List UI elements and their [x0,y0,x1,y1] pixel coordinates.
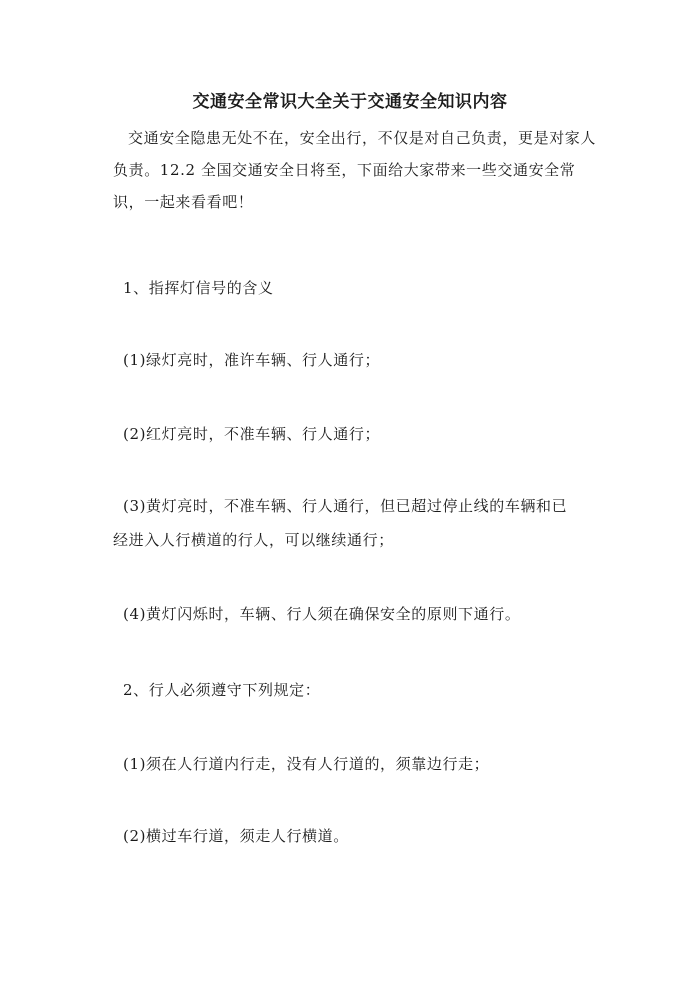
section-1-item-4: (4)黄灯闪烁时，车辆、行人须在确保安全的原则下通行。 [123,605,521,623]
intro-paragraph: 交通安全隐患无处不在，安全出行，不仅是对自己负责，更是对家人负责。12.2 全国交通安全日将至，下面给大家带来一些交通安全常识，一起来看看吧！ [113,129,597,211]
section-1-item-3: (3)黄灯亮时，不准车辆、行人通行，但已超过停止线的车辆和已 [123,497,568,515]
section-2-item-2: (2)横过车行道，须走人行横道。 [123,827,349,845]
section-2-heading: 2、行人必须遵守下列规定： [123,681,321,699]
section-1-item-1: (1)绿灯亮时，准许车辆、行人通行； [123,351,381,369]
section-1-item-3-continued: 经进入人行横道的行人，可以继续通行； [113,531,394,549]
document-title: 交通安全常识大全关于交通安全知识内容 [192,92,508,112]
section-1-heading: 1、指挥灯信号的含义 [123,279,274,297]
section-2-item-1: (1)须在人行道内行走，没有人行道的，须靠边行走； [123,755,490,773]
section-1-item-2: (2)红灯亮时，不准车辆、行人通行； [123,425,381,443]
